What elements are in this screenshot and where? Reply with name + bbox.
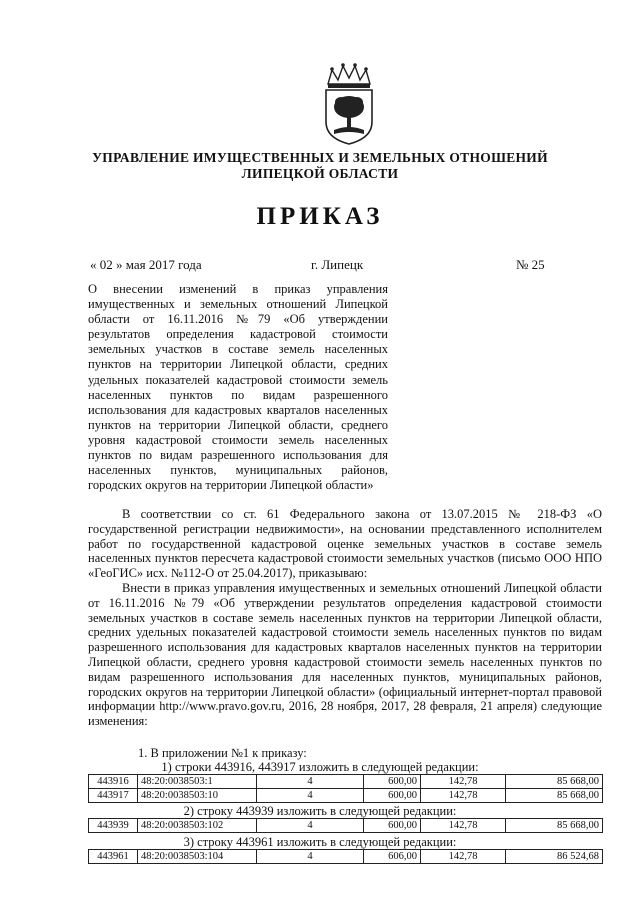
order-subject: О внесении изменений в приказ управления имущественных и земельных отношений Липецкой области от 16.11.2016 №79 «Об утверждении результатов определения кадастровой стоимости земельных участков в составе земель населенных пунктов на территории Липецкой области, средних удельных показателей кадастровой стоимости земель населенных пунктов по видам разрешенного использования для кадастровых кварталов населенных пунктов на территории Липецкой области, среднего уровня кадастровой стоимости земель населенных пунктов по видам разрешенного использования для населенных пунктов, муниципальных районов, городских округов на территории Липецкой области» [88,282,388,493]
cadastral-number: 48:20:0038503:1 [138,775,257,789]
order-city: г. Липецк [311,257,364,272]
parcel-table [88,774,603,803]
row-number: 443961 [89,850,138,864]
table-row [89,819,603,833]
parcel-table [88,818,603,833]
table-row [89,850,603,864]
use-type-code: 4 [257,819,364,833]
organization-region: ЛИПЕЦКОЙ ОБЛАСТИ [241,166,399,181]
cadastral-number: 48:20:0038503:104 [138,850,257,864]
row-number: 443916 [89,775,138,789]
unit-value: 142,78 [421,789,506,803]
cadastral-number: 48:20:0038503:102 [138,819,257,833]
row-number: 443917 [89,789,138,803]
coat-of-arms-emblem [320,62,378,146]
area-value: 600,00 [364,789,421,803]
body-paragraph-changes: Внести в приказ управления имущественных и земельных отношений Липецкой области от 16.11.2016 №79 «Об утверждении результатов определения кадастровой стоимости земельных участков в составе земель населенных пунктов на территории Липецкой области, средних удельных показателей кадастровой стоимости земель населенных пунктов по видам разрешенного использования для кадастровых кварталов населенных пунктов на территории Липецкой области, среднего уровня кадастровой стоимости земель населенных пунктов по видам разрешенного использования для населенных пунктов, муниципальных районов, городских округов на территории Липецкой области» (официальный интернет-портал правовой информации http://www.pravo.gov.ru, 2016, 28 ноября, 2017, 28 февраля, 21 апреля) следующие изменения: [88,580,602,729]
area-value: 606,00 [364,850,421,864]
row-number: 443939 [89,819,138,833]
unit-value: 142,78 [421,850,506,864]
table-row [89,789,603,803]
unit-value: 142,78 [421,819,506,833]
cadastral-value: 85 668,00 [506,789,603,803]
document-title: ПРИКАЗ [256,203,384,230]
organization-name: УПРАВЛЕНИЕ ИМУЩЕСТВЕННЫХ И ЗЕМЕЛЬНЫХ ОТНОШЕНИЙ [92,150,548,165]
order-number: № 25 [516,257,545,272]
area-value: 600,00 [364,775,421,789]
order-body [88,507,602,729]
use-type-code: 4 [257,789,364,803]
table-row [89,775,603,789]
order-date: « 02 » мая 2017 года [90,257,202,272]
item-appendix-1: 1. В приложении №1 к приказу: [138,746,307,760]
section-caption: 1) строки 443916, 443917 изложить в следующей редакции: [161,760,479,774]
cadastral-value: 85 668,00 [506,775,603,789]
parcel-table [88,849,603,864]
section-caption: 3) строку 443961 изложить в следующей редакции: [183,835,457,849]
cadastral-value: 86 524,68 [506,850,603,864]
use-type-code: 4 [257,775,364,789]
unit-value: 142,78 [421,775,506,789]
use-type-code: 4 [257,850,364,864]
area-value: 600,00 [364,819,421,833]
cadastral-number: 48:20:0038503:10 [138,789,257,803]
cadastral-value: 85 668,00 [506,819,603,833]
body-paragraph-basis: В соответствии со ст. 61 Федерального закона от 13.07.2015 № 218-ФЗ «О государственной регистрации недвижимости», на основании представленного исполнителем работ по государственной кадастровой оценке земельных участков в составе земель населенных пунктов пересчета кадастровой стоимости земельных участков (письмо ООО НПО «ГеоГИС» исх. №112-О от 25.04.2017), приказываю: [88,507,602,581]
section-caption: 2) строку 443939 изложить в следующей редакции: [183,804,457,818]
